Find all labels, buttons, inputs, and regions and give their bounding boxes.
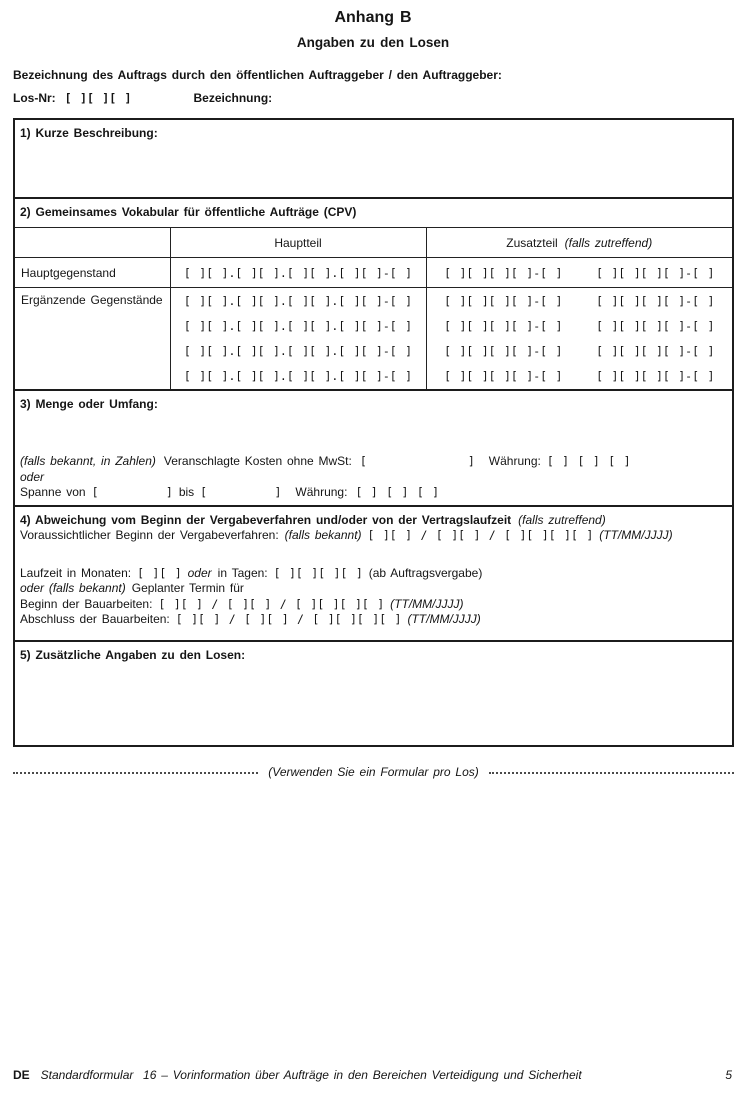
- procedure-start-date-field: [ ][ ] / [ ][ ] / [ ][ ][ ][ ]: [367, 528, 594, 542]
- section-short-description: [15, 120, 732, 197]
- currency-field: [ ] [ ] [ ]: [546, 454, 631, 468]
- estimated-cost-label: Veranschlagte Kosten ohne MwSt:: [163, 454, 352, 468]
- works-start-line: [15, 597, 732, 613]
- duration-or-label: oder: [187, 565, 212, 580]
- section4-title-note: (falls zutreffend): [518, 513, 606, 527]
- cpv-row-main-object: [15, 258, 732, 288]
- cpv-additional-supp-code-field-1: [ ][ ][ ][ ]-[ ] [ ][ ][ ][ ]-[ ]: [444, 294, 715, 308]
- range-from-field: [ ]: [91, 485, 173, 499]
- lot-number-label: Los-Nr:: [13, 91, 56, 105]
- section4-title: 4) Abweichung vom Beginn der Vergabeverfahren und/oder von der Vertragslaufzeit: [20, 513, 512, 527]
- range-line: [15, 485, 732, 501]
- section4-spacer: [15, 544, 732, 566]
- separator-dots-left: [13, 772, 258, 774]
- cpv-additional-main-code-field-1: [ ][ ].[ ][ ].[ ][ ].[ ][ ]-[ ]: [183, 294, 413, 308]
- lot-number-line: [13, 91, 272, 105]
- cpv-main-object-supp-code-field: [ ][ ][ ][ ]-[ ] [ ][ ][ ][ ]-[ ]: [444, 265, 715, 280]
- or-label: oder: [20, 469, 45, 484]
- cpv-additional-supp-code-field-2: [ ][ ][ ][ ]-[ ] [ ][ ][ ][ ]-[ ]: [444, 319, 715, 333]
- section1-title: 1) Kurze Beschreibung:: [20, 126, 158, 140]
- separator-note: (Verwenden Sie ein Formular pro Los): [268, 764, 479, 779]
- range-currency-field: [ ] [ ] [ ]: [355, 485, 440, 499]
- page-subtitle: Angaben zu den Losen: [296, 35, 450, 50]
- range-to-field: [ ]: [200, 485, 282, 499]
- planned-date-label: Geplanter Termin für: [131, 581, 244, 595]
- if-known-note: (falls bekannt, in Zahlen): [20, 454, 156, 468]
- duration-days-field: [ ][ ][ ][ ]: [273, 565, 363, 580]
- works-end-line: [15, 612, 732, 628]
- cpv-additional-supp-code-field-3: [ ][ ][ ][ ]-[ ] [ ][ ][ ][ ]-[ ]: [444, 344, 715, 358]
- cpv-header-supplementary-note: (falls zutreffend): [564, 235, 653, 250]
- footer-language-code: DE: [13, 1068, 30, 1082]
- section3-title: 3) Menge oder Umfang:: [20, 397, 158, 411]
- section4-title-line: [15, 507, 732, 528]
- procedure-start-line: [15, 528, 732, 544]
- procedure-start-label: Voraussichtlicher Beginn der Vergabeverfahren:: [20, 528, 279, 542]
- footer-page-number: 5: [725, 1068, 732, 1082]
- range-currency-label: Währung:: [295, 485, 348, 499]
- range-bis-label: bis: [178, 485, 195, 499]
- duration-months-field: [ ][ ]: [137, 565, 182, 580]
- footer-form-title: Standardformular 16 – Vorinformation über Aufträge in den Bereichen Verteidigung und Sicherheit: [40, 1068, 582, 1082]
- lot-number-boxes: [ ][ ][ ]: [64, 91, 132, 105]
- form-main-box: [13, 118, 734, 747]
- separator-dots-right: [489, 772, 734, 774]
- or-line: [15, 470, 732, 486]
- cpv-additional-main-code-field-4: [ ][ ].[ ][ ].[ ][ ].[ ][ ]-[ ]: [183, 369, 413, 383]
- section2-title: 2) Gemeinsames Vokabular für öffentliche Aufträge (CPV): [15, 199, 732, 228]
- currency-label: Währung:: [488, 454, 541, 468]
- procedure-start-date-format: (TT/MM/JJJJ): [599, 528, 673, 542]
- planned-date-intro-line: [15, 581, 732, 597]
- procedure-start-known-note: (falls bekannt): [284, 528, 362, 542]
- page-footer: [13, 1068, 732, 1082]
- per-lot-separator: [13, 763, 734, 780]
- works-end-label: Abschluss der Bauarbeiten:: [20, 612, 170, 626]
- cpv-additional-supp-code-field-4: [ ][ ][ ][ ]-[ ] [ ][ ][ ][ ]-[ ]: [444, 369, 715, 383]
- cpv-additional-main-code-field-2: [ ][ ].[ ][ ].[ ][ ].[ ][ ]-[ ]: [183, 319, 413, 333]
- duration-months-label: Laufzeit in Monaten:: [20, 565, 132, 580]
- section-quantity-scope: [15, 389, 732, 505]
- section-timing-deviation: [15, 505, 732, 640]
- works-start-date-format: (TT/MM/JJJJ): [390, 596, 464, 611]
- section-cpv: [15, 197, 732, 389]
- cpv-table: [15, 228, 732, 389]
- works-start-label: Beginn der Bauarbeiten:: [20, 596, 153, 611]
- cpv-additional-objects-label: Ergänzende Gegenstände: [15, 288, 170, 390]
- lot-title-label: Bezeichnung:: [193, 91, 273, 105]
- works-end-date-field: [ ][ ] / [ ][ ] / [ ][ ][ ][ ]: [175, 612, 402, 626]
- duration-days-note: (ab Auftragsvergabe): [368, 565, 483, 580]
- duration-line: [15, 566, 732, 582]
- works-start-date-field: [ ][ ] / [ ][ ] / [ ][ ][ ][ ]: [158, 596, 385, 611]
- cpv-header-empty: [15, 228, 170, 258]
- contract-designation-label: Bezeichnung des Auftrags durch den öffentlichen Auftraggeber / den Auftraggeber:: [13, 68, 502, 82]
- cpv-main-object-label: Hauptgegenstand: [15, 258, 170, 288]
- estimated-cost-line: [15, 454, 732, 470]
- section-additional-info: [15, 640, 732, 745]
- or-if-known-note: oder (falls bekannt): [20, 581, 126, 595]
- estimated-cost-field: [ ]: [359, 454, 475, 468]
- works-end-date-format: (TT/MM/JJJJ): [407, 612, 481, 626]
- page-title: Anhang B: [334, 9, 412, 26]
- section5-title: 5) Zusätzliche Angaben zu den Losen:: [20, 648, 246, 662]
- duration-days-label: in Tagen:: [217, 565, 268, 580]
- cpv-additional-main-code-field-3: [ ][ ].[ ][ ].[ ][ ].[ ][ ]-[ ]: [183, 344, 413, 358]
- cpv-row-additional-objects: [15, 288, 732, 390]
- cpv-header-supplementary: Zusatzteil (falls zutreffend): [426, 228, 732, 258]
- cpv-main-object-main-code-field: [ ][ ].[ ][ ].[ ][ ].[ ][ ]-[ ]: [183, 265, 413, 280]
- range-label: Spanne von: [20, 485, 86, 499]
- cpv-header-main: Hauptteil: [170, 228, 426, 258]
